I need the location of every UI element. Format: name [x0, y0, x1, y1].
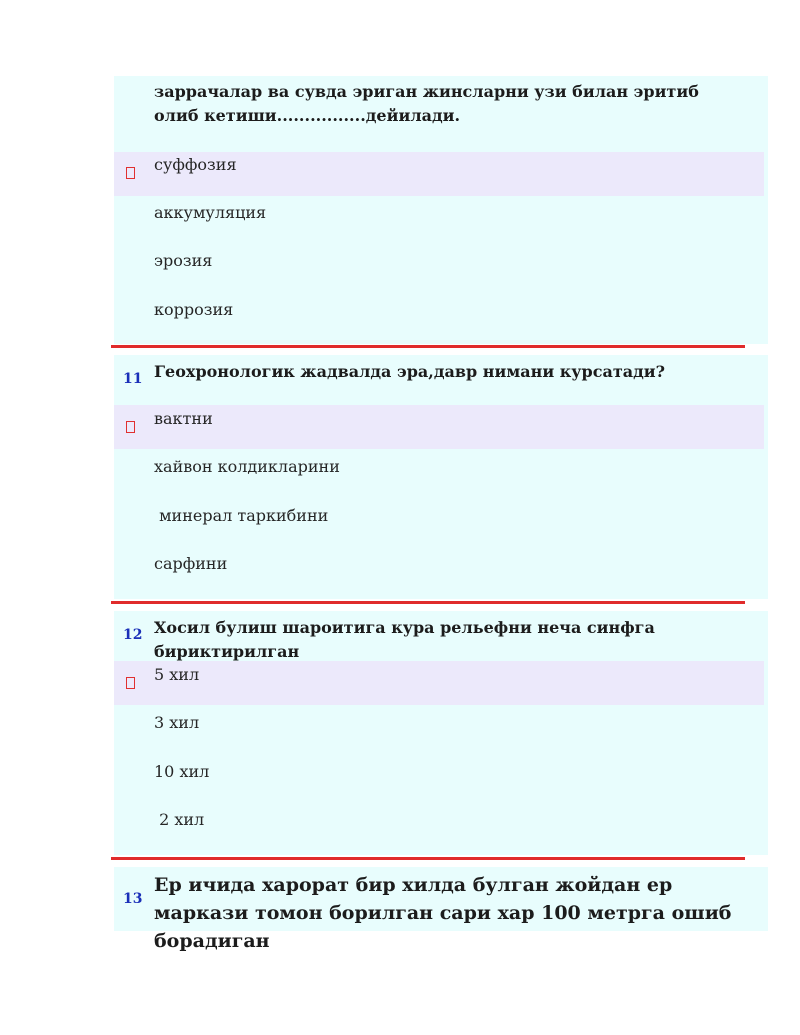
question-number: 13 — [123, 891, 143, 907]
question-block-11 — [114, 355, 768, 599]
option-4[interactable]: коррозия — [154, 300, 234, 319]
option-1[interactable]: вактни — [154, 409, 213, 428]
correct-answer-marker-icon — [126, 167, 135, 179]
selected-option-highlight — [114, 661, 764, 705]
question-block-12 — [114, 611, 768, 855]
option-2[interactable]: аккумуляция — [154, 203, 267, 222]
question-text: Ер ичида харорат бир хилда булган жойдан ер маркази томон борилган сари хар 100 метрга ошиб борадиган — [154, 874, 732, 952]
option-1[interactable]: суффозия — [154, 155, 237, 174]
question-text: Хосил булиш шароитига кура рельефни неча синфга бириктирилган — [154, 618, 655, 661]
correct-answer-marker-icon — [126, 421, 135, 433]
option-3[interactable]: эрозия — [154, 251, 213, 270]
question-block-13 — [114, 867, 768, 952]
question-number: 12 — [123, 627, 143, 643]
option-2[interactable]: хайвон колдикларини — [154, 457, 340, 476]
question-separator — [111, 857, 745, 860]
option-4[interactable]: сарфини — [154, 554, 228, 573]
question-block-1 — [114, 76, 768, 344]
option-1[interactable]: 5 хил — [154, 665, 200, 684]
question-number: 11 — [123, 371, 143, 387]
question-text: Геохронологик жадвалда эра,давр нимани курсатади? — [154, 362, 666, 381]
option-3[interactable]: 10 хил — [154, 762, 210, 781]
option-4[interactable]: 2 хил — [154, 810, 205, 829]
question-separator — [111, 345, 745, 348]
option-2[interactable]: 3 хил — [154, 713, 200, 732]
correct-answer-marker-icon — [126, 677, 135, 689]
question-separator — [111, 601, 745, 604]
option-3[interactable]: минерал таркибини — [154, 506, 329, 525]
question-text: заррачалар ва сувда эриган жинсларни узи билан эритиб олиб кетиши................дейилади. — [154, 82, 699, 125]
